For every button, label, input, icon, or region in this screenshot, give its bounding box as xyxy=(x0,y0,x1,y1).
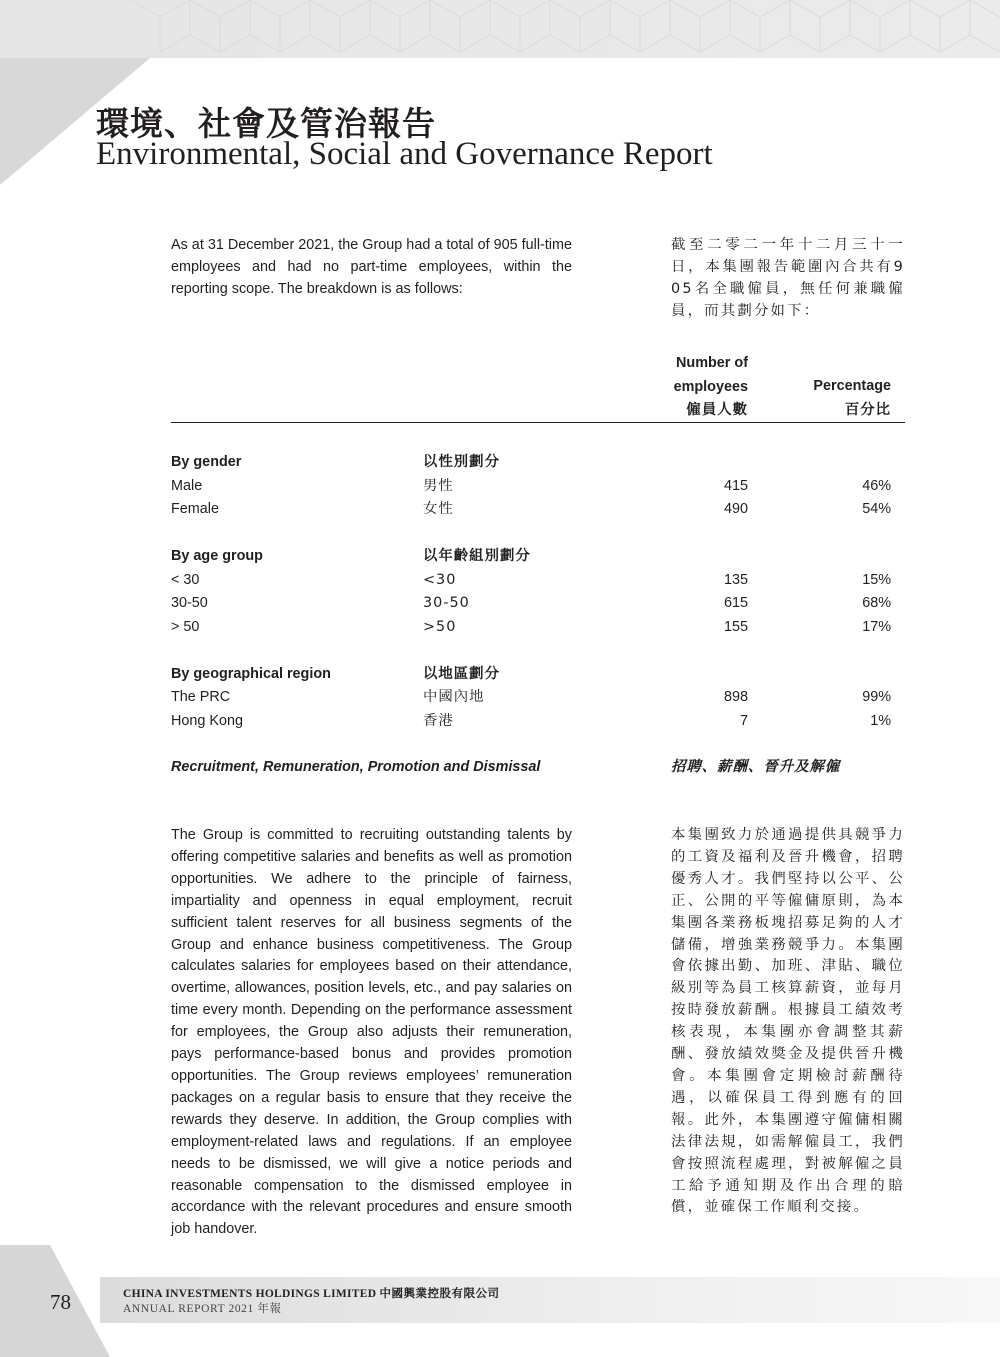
page-number: 78 xyxy=(50,1290,71,1314)
table-group-gender xyxy=(171,451,905,475)
row-percentage: 17% xyxy=(862,618,891,635)
row-label-chinese: >50 xyxy=(423,618,457,635)
table-group-region xyxy=(171,663,905,687)
row-employee-count: 415 xyxy=(723,477,748,494)
footer-report-chinese: 年報 xyxy=(257,1301,282,1315)
row-label-chinese: <30 xyxy=(423,571,457,588)
employee-breakdown-table xyxy=(171,451,905,733)
table-spacer xyxy=(171,522,905,546)
table-row xyxy=(171,498,905,522)
row-percentage: 99% xyxy=(862,689,891,705)
group-label-english: By gender xyxy=(171,454,242,470)
footer-company-chinese: 中國興業控股有限公司 xyxy=(379,1286,500,1300)
table-row xyxy=(171,475,905,499)
group-label-chinese: 以性別劃分 xyxy=(423,454,500,470)
section-heading-english: Recruitment, Remuneration, Promotion and Dismissal xyxy=(171,759,541,775)
footer-company-english: CHINA INVESTMENTS HOLDINGS LIMITED xyxy=(123,1288,377,1300)
section-body-english: The Group is committed to recruiting outstanding talents by offering competitive salaries and benefits as well as promotion opportunities. We adhere to the principle of fairness, impartiality and openness in equal employment, recruit sufficient talent reserves for all business segments of the Group and enhance business competitiveness. The Group calculates salaries for employees based on their attendance, overtime, allowances, position levels, etc., and pay salaries on time every month. Depending on the performance assessment for employees, the Group also adjusts their remuneration, pays performance-based bonus and provides promotion opportunities. The Group reviews employees’ remuneration packages on a regular basis to ensure that they receive the rewards they deserve. In addition, the Group complies with employment-related laws and regulations. If an employee needs to be dismissed, we will give a notice periods and reasonable compensation to the dismissed employee in accordance with the relevant procedures and ensure smooth job handover. xyxy=(171,827,572,1238)
group-label-chinese: 以年齡組別劃分 xyxy=(423,548,531,564)
row-employee-count: 615 xyxy=(723,595,748,611)
row-label-english: Hong Kong xyxy=(171,712,244,729)
intro-paragraph-chinese: 截至二零二一年十二月三十一日，本集團報告範圍內合共有905名全職僱員，無任何兼職僱員，而其劃分如下： xyxy=(671,237,905,319)
row-percentage: 15% xyxy=(862,571,891,588)
column-header-pct-chinese: 百分比 xyxy=(844,401,891,418)
group-label-chinese: 以地區劃分 xyxy=(423,665,500,682)
table-header-rule xyxy=(171,422,905,423)
intro-paragraph-english: As at 31 December 2021, the Group had a total of 905 full-time employees and had no part-time employees, within the reporting scope. The breakdown is as follows: xyxy=(171,237,572,297)
row-employee-count: 490 xyxy=(723,501,748,517)
row-label-english: Female xyxy=(171,501,219,517)
group-label-english: By geographical region xyxy=(171,665,331,682)
row-label-english: < 30 xyxy=(171,571,200,588)
row-employee-count: 898 xyxy=(723,689,748,705)
table-row xyxy=(171,686,905,710)
row-label-english: The PRC xyxy=(171,689,231,705)
section-body-chinese: 本集團致力於通過提供具競爭力的工資及福利及晉升機會，招聘優秀人才。我們堅持以公平、公正、公開的平等僱傭原則，為本集團各業務板塊招募足夠的人才儲備，增強業務競爭力。本集團會依據出勤、加班、津貼、職位級別等為員工核算薪資，並每月按時發放薪酬。根據員工績效考核表現，本集團亦會調整其薪酬、發放績效獎金及提供晉升機會。本集團會定期檢討薪酬待遇，以確保員工得到應有的回報。此外，本集團遵守僱傭相關法律法規，如需解僱員工，我們會按照流程處理，對被解僱之員工給予通知期及作出合理的賠償，並確保工作順利交接。 xyxy=(671,827,905,1216)
row-label-chinese: 中國內地 xyxy=(423,689,485,705)
row-employee-count: 7 xyxy=(739,712,748,729)
row-label-english: 30-50 xyxy=(171,595,208,611)
page-title-english: Environmental, Social and Governance Report xyxy=(96,136,713,172)
row-percentage: 46% xyxy=(862,477,891,494)
row-employee-count: 155 xyxy=(723,618,748,635)
column-header-count-line1: Number of xyxy=(676,355,748,371)
footer-report-english: ANNUAL REPORT 2021 xyxy=(123,1303,254,1315)
table-group-age xyxy=(171,545,905,569)
page-title-chinese: 環境、社會及管治報告 xyxy=(96,104,436,143)
footer-company-name xyxy=(123,1285,500,1301)
row-label-chinese: 男性 xyxy=(423,477,454,494)
row-label-english: > 50 xyxy=(171,618,200,635)
row-label-chinese: 女性 xyxy=(423,501,454,517)
column-header-pct-english: Percentage xyxy=(813,378,891,394)
table-row xyxy=(171,592,905,616)
column-header-count-chinese: 僱員人數 xyxy=(686,402,748,418)
row-label-chinese: 30-50 xyxy=(423,595,470,611)
row-percentage: 1% xyxy=(870,712,891,729)
column-header-number-of-employees xyxy=(628,352,748,423)
table-spacer xyxy=(171,639,905,663)
row-percentage: 54% xyxy=(862,501,891,517)
table-row xyxy=(171,710,905,734)
footer-report-name xyxy=(123,1300,282,1316)
table-row xyxy=(171,616,905,640)
section-heading-chinese: 招聘、薪酬、晉升及解僱 xyxy=(671,759,841,775)
row-percentage: 68% xyxy=(862,595,891,611)
row-label-chinese: 香港 xyxy=(423,712,454,729)
column-header-count-line2: employees xyxy=(673,378,748,395)
group-label-english: By age group xyxy=(171,548,263,564)
row-employee-count: 135 xyxy=(723,571,748,588)
row-label-english: Male xyxy=(171,477,203,494)
column-header-percentage xyxy=(770,375,891,422)
table-row xyxy=(171,569,905,593)
